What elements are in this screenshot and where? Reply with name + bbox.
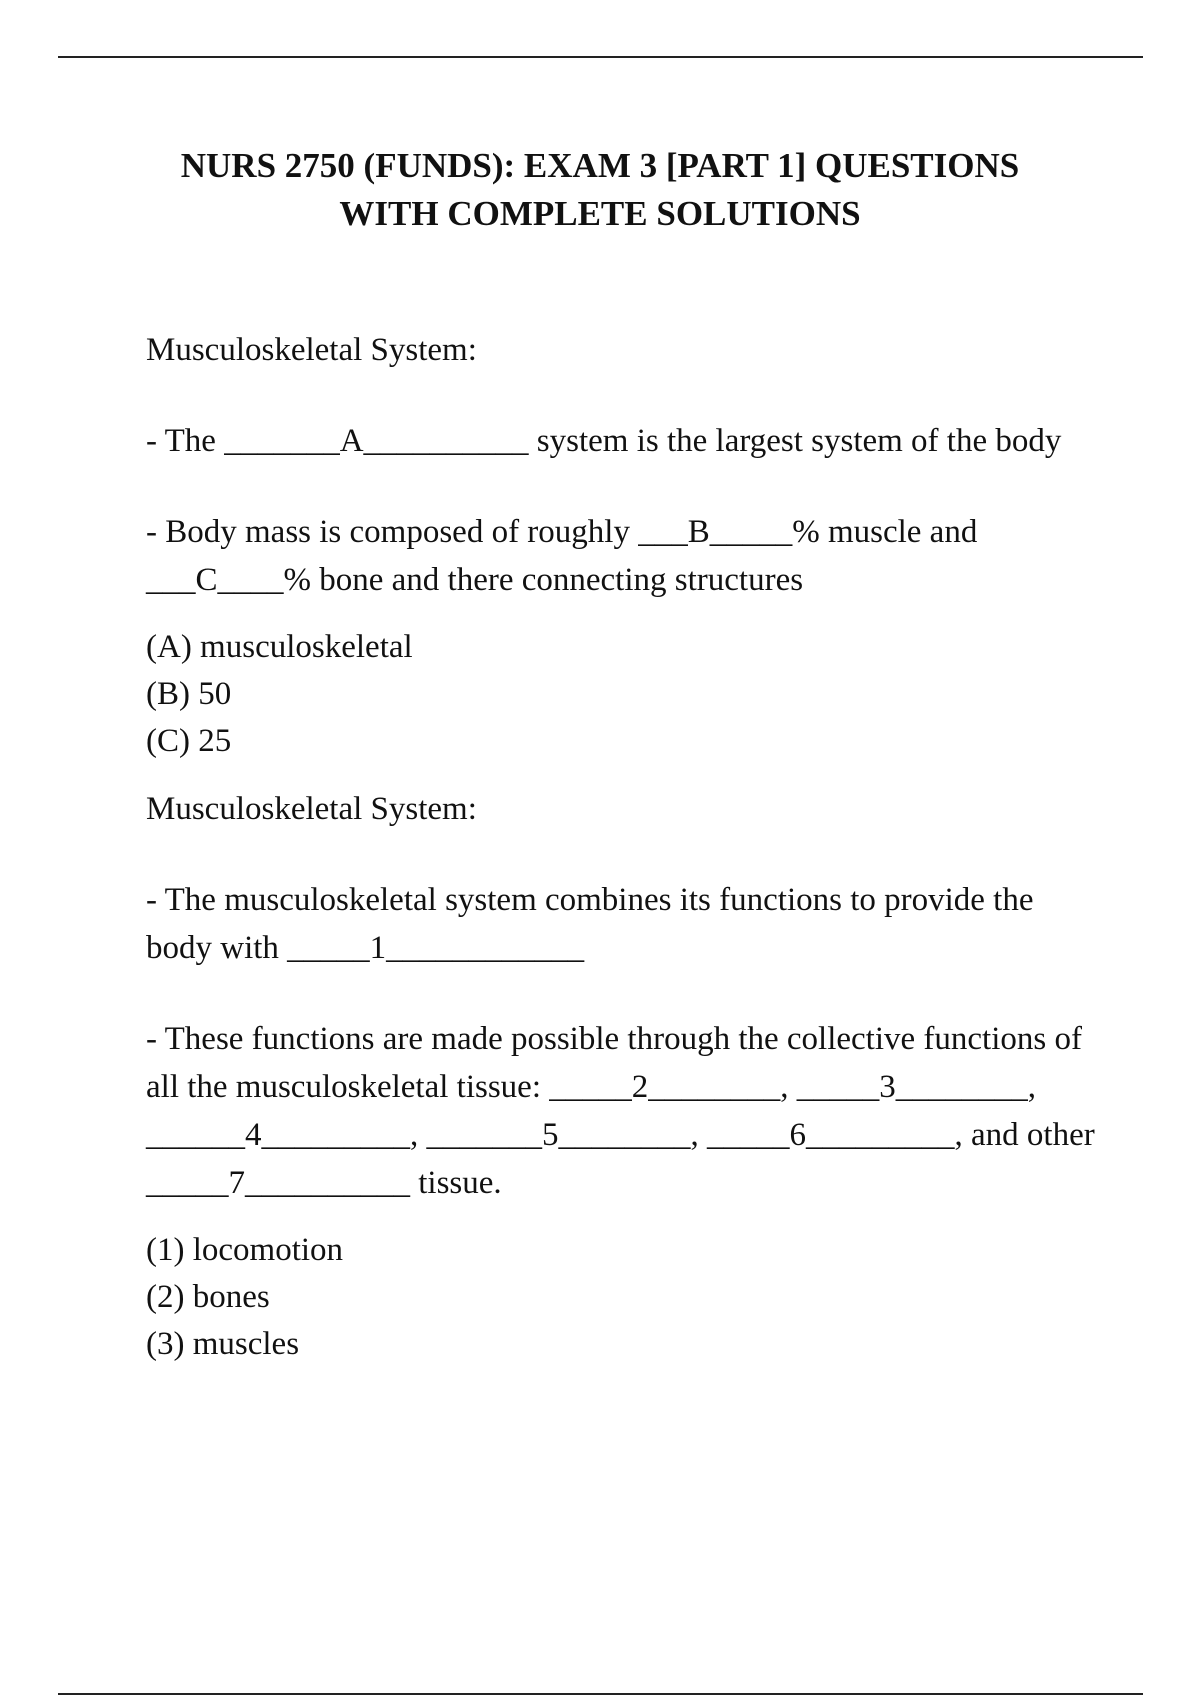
title-line-1: NURS 2750 (FUNDS): EXAM 3 [PART 1] QUESTIONS [180,146,1020,185]
answer-item: (2) bones [146,1279,270,1315]
answer-list [146,1227,1096,1368]
bottom-rule [58,1693,1143,1695]
answer-item: (A) musculoskeletal [146,629,413,665]
top-rule [58,56,1143,58]
answer-list [146,624,1096,765]
document-body [146,326,1096,1368]
question-text: - The _______A__________ system is the largest system of the body [146,423,1062,459]
answer-item: (3) muscles [146,1326,300,1362]
question-text: - The musculoskeletal system combines its functions to provide the body with _____1____________ [146,882,1034,966]
answer-item: (1) locomotion [146,1232,344,1268]
question-text: - These functions are made possible through the collective functions of all the musculoskeletal tissue: _____2________, _____3________, ______4_________, _______5________, _____6_________, and other _____7__________ tissue. [146,1021,1095,1201]
answer-item: (B) 50 [146,676,232,712]
answer-item: (C) 25 [146,723,232,759]
document-title [120,142,1080,238]
section-heading: Musculoskeletal System: [146,791,477,827]
title-line-2: WITH COMPLETE SOLUTIONS [339,194,861,233]
section-heading: Musculoskeletal System: [146,332,477,368]
question-text: - Body mass is composed of roughly ___B_____% muscle and ___C____% bone and there connecting structures [146,514,978,598]
